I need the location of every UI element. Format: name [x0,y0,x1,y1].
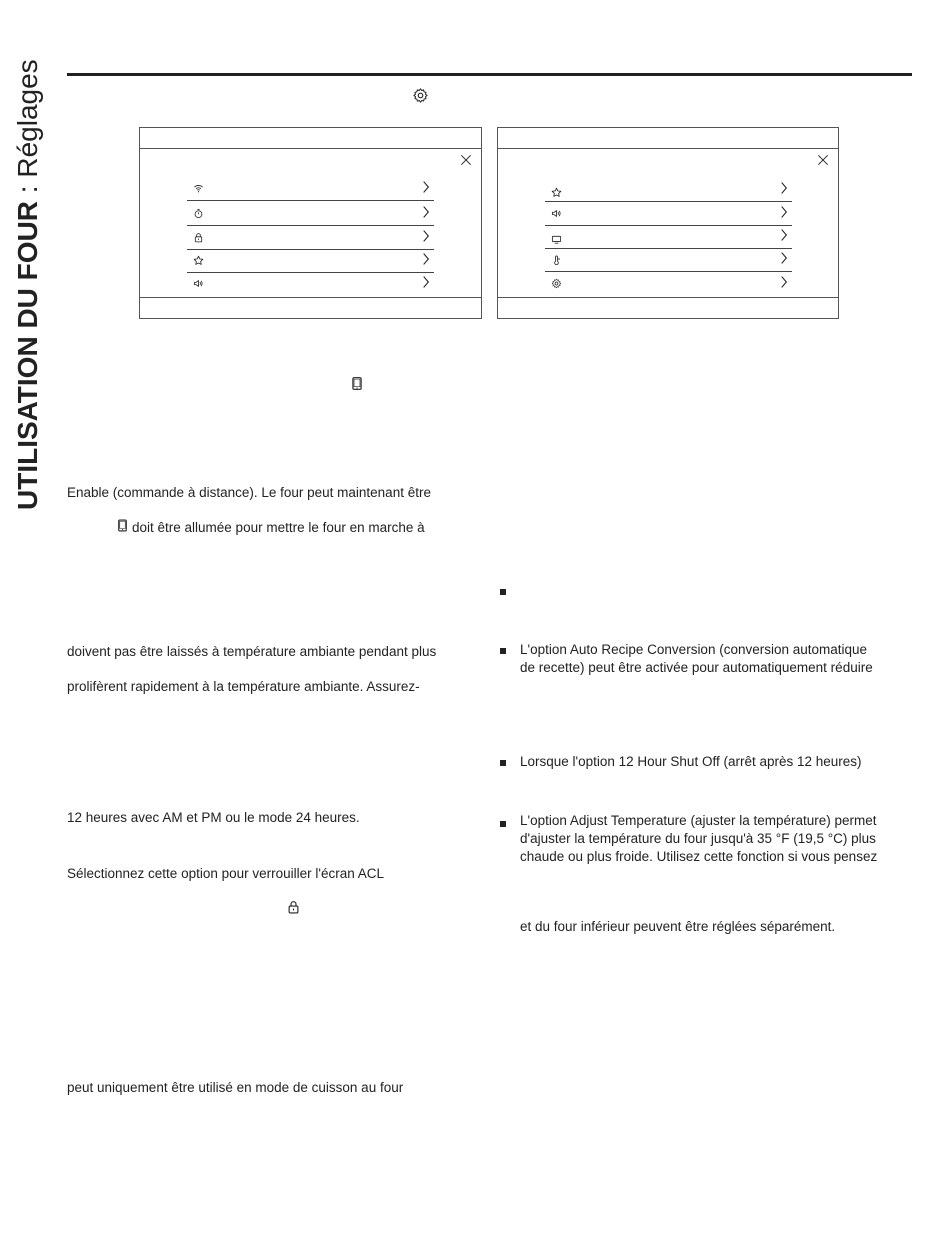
menu-item-lock[interactable] [187,227,434,250]
body-text-line: Sélectionnez cette option pour verrouiller l'écran ACL [67,866,385,881]
side-title-regular: Réglages [12,59,43,178]
settings-menu-area [498,148,838,298]
body-text-line: doivent pas être laissés à température ambiante pendant plus [67,644,437,659]
chevron-right-icon [422,229,430,243]
lock-icon [193,232,204,243]
speaker-icon [193,278,204,289]
menu-item-wifi[interactable] [187,178,434,201]
body-text-line: L'option Auto Recipe Conversion (conversion automatique [520,642,868,657]
wifi-icon [193,183,204,194]
close-icon[interactable] [816,153,830,167]
menu-item-settings[interactable] [545,273,792,296]
chevron-right-icon [780,275,788,289]
speaker-icon [551,208,562,219]
menu-item-timer[interactable] [187,203,434,226]
chevron-right-icon [422,252,430,266]
section-side-title [12,59,44,510]
display-icon [551,234,562,245]
tablet-icon [350,376,364,391]
side-title-separator: : [12,177,43,201]
chevron-right-icon [422,275,430,289]
settings-menu-area [140,148,481,298]
bullet-marker [500,821,506,827]
side-title-bold: UTILISATION DU FOUR [12,200,43,510]
thermometer-icon [551,255,562,266]
settings-screen-panel-left [139,127,482,319]
body-text-line: Enable (commande à distance). Le four peut maintenant être [67,485,431,500]
body-text-line: chaude ou plus froide. Utilisez cette fonction si vous pensez [520,849,878,864]
menu-item-favorites[interactable] [545,179,792,202]
body-text-line: peut uniquement être utilisé en mode de cuisson au four [67,1080,404,1095]
header-rule [67,73,912,76]
body-text-line: prolifèrent rapidement à la température ambiante. Assurez- [67,679,420,694]
body-text-line: L'option Adjust Temperature (ajuster la température) permet [520,813,877,828]
close-icon[interactable] [459,153,473,167]
body-text-line: et du four inférieur peuvent être réglées séparément. [520,919,836,934]
body-text-line: de recette) peut être activée pour automatiquement réduire [520,660,873,675]
lock-icon [286,898,301,916]
body-text-line: doit être allumée pour mettre le four en marche à [132,520,425,535]
menu-item-temperature[interactable] [545,249,792,272]
gear-icon [551,278,562,289]
gear-icon [412,87,429,104]
menu-item-sound[interactable] [187,273,434,296]
chevron-right-icon [780,205,788,219]
body-text-line: Lorsque l'option 12 Hour Shut Off (arrêt après 12 heures) [520,754,862,769]
body-text-line: d'ajuster la température du four jusqu'à 35 °F (19,5 °C) plus [520,831,876,846]
settings-screen-panel-right [497,127,839,319]
bullet-marker [500,589,506,595]
chevron-right-icon [422,205,430,219]
star-icon [193,255,204,266]
timer-icon [193,208,204,219]
menu-item-sound[interactable] [545,203,792,226]
bullet-marker [500,648,506,654]
star-icon [551,187,562,198]
menu-item-favorites[interactable] [187,250,434,273]
chevron-right-icon [780,228,788,242]
menu-item-display[interactable] [545,226,792,249]
chevron-right-icon [422,180,430,194]
body-text-line: 12 heures avec AM et PM ou le mode 24 heures. [67,810,360,825]
tablet-icon [116,518,129,533]
chevron-right-icon [780,251,788,265]
chevron-right-icon [780,181,788,195]
bullet-marker [500,760,506,766]
